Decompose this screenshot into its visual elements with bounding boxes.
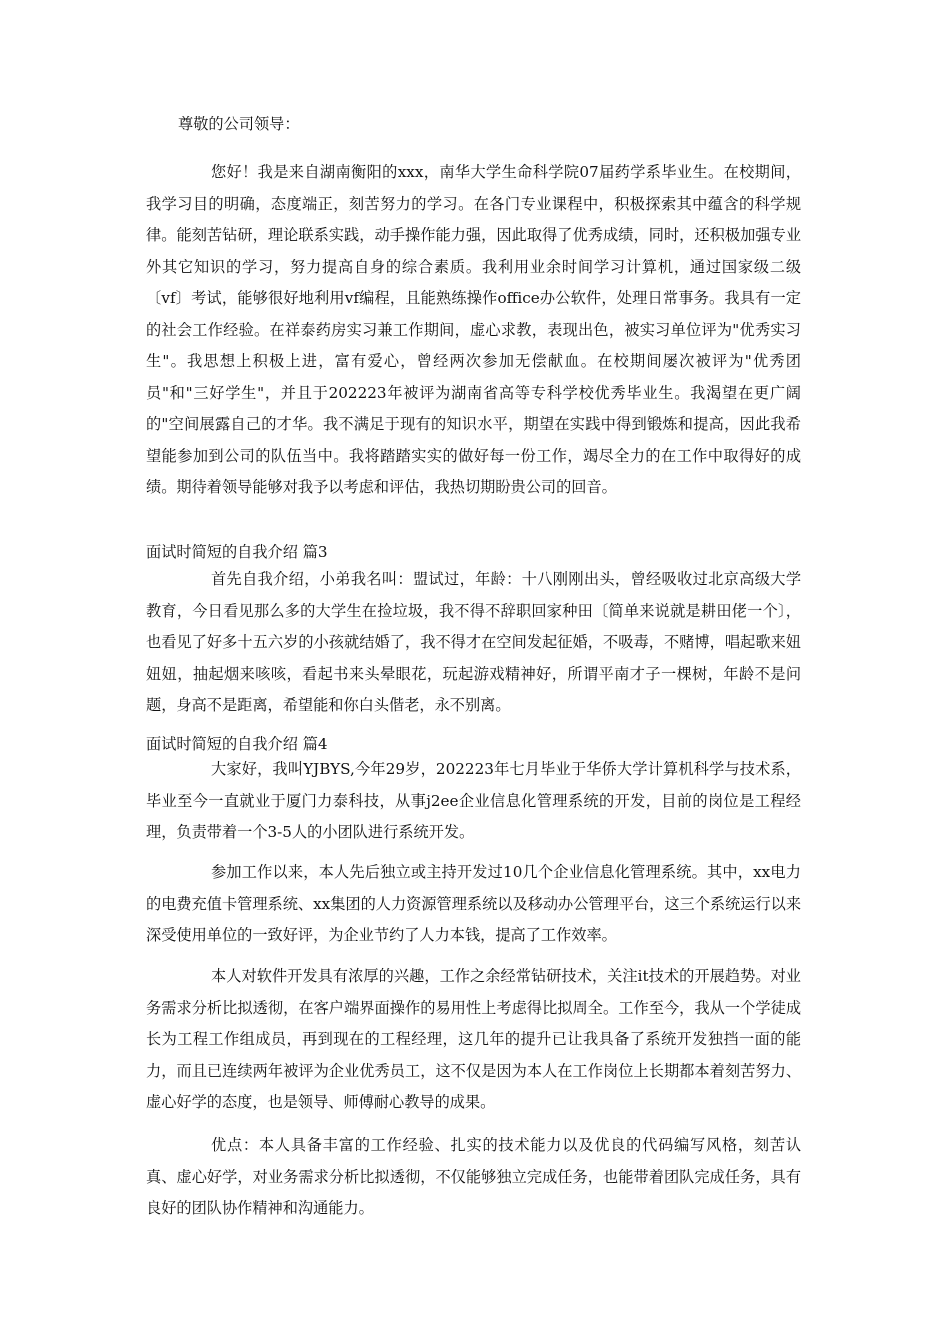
section-4-paragraph-3: 本人对软件开发具有浓厚的兴趣，工作之余经常钻研技术，关注it技术的开展趋势。对业务需求分析比拟透彻，在客户端界面操作的易用性上考虑得比拟周全。工作至今，我从一个学徒成长为工程工作组成员，再到现在的工程经理，这几年的提升已让我具备了系统开发独挡一面的能力，而且已连续两年被评为企业优秀员工，这不仅是因为本人在工作岗位上长期都本着刻苦努力、虚心好学的态度，也是领导、师傅耐心教导的成果。 — [146, 967, 801, 1111]
section-3-heading: 面试时简短的自我介绍 篇3 — [146, 543, 328, 561]
section-4-heading: 面试时简短的自我介绍 篇4 — [146, 735, 328, 753]
section-4-paragraph-1: 大家好，我叫YJBYS,今年29岁，202223年七月毕业于华侨大学计算机科学与技术系，毕业至今一直就业于厦门力泰科技，从事j2ee企业信息化管理系统的开发，目前的岗位是工程经理，负责带着一个3-5人的小团队进行系统开发。 — [146, 760, 801, 841]
section-4-paragraph-4: 优点：本人具备丰富的工作经验、扎实的技术能力以及优良的代码编写风格，刻苦认真、虚心好学，对业务需求分析比拟透彻，不仅能够独立完成任务，也能带着团队完成任务，具有良好的团队协作精神和沟通能力。 — [146, 1136, 801, 1217]
section-4-paragraph-2: 参加工作以来，本人先后独立或主持开发过10几个企业信息化管理系统。其中，xx电力的电费充值卡管理系统、xx集团的人力资源管理系统以及移动办公管理平台，这三个系统运行以来深受使用单位的一致好评，为企业节约了人力本钱，提高了工作效率。 — [146, 863, 802, 944]
letter-body: 您好！我是来自湖南衡阳的xxx，南华大学生命科学院07届药学系毕业生。在校期间，我学习目的明确，态度端正，刻苦努力的学习。在各门专业课程中，积极探索其中蕴含的科学规律。能刻苦钻研，理论联系实践，动手操作能力强，因此取得了优秀成绩，同时，还积极加强专业外其它知识的学习，努力提高自身的综合素质。我利用业余时间学习计算机，通过国家级二级〔vf〕考试，能够很好地利用vf编程，且能熟练操作office办公软件，处理日常事务。我具有一定的社会工作经验。在祥泰药房实习兼工作期间，虚心求教，表现出色，被实习单位评为"优秀实习生"。我思想上积极上进，富有爱心，曾经两次参加无偿献血。在校期间屡次被评为"优秀团员"和"三好学生"，并且于202223年被评为湖南省高等专科学校优秀毕业生。我渴望在更广阔的"空间展露自己的才华。我不满足于现有的知识水平，期望在实践中得到锻炼和提高，因此我希望能参加到公司的队伍当中。我将踏踏实实的做好每一份工作，竭尽全力的在工作中取得好的成绩。期待着领导能够对我予以考虑和评估，我热切期盼贵公司的回音。 — [146, 163, 801, 496]
letter-salutation: 尊敬的公司领导： — [178, 115, 300, 133]
section-3-body: 首先自我介绍，小弟我名叫：盟试过，年龄：十八刚刚出头，曾经吸收过北京高级大学教育，今日看见那么多的大学生在捡垃圾，我不得不辞职回家种田〔简单来说就是耕田佬一个〕，也看见了好多十五六岁的小孩就结婚了，我不得才在空间发起征婚，不吸毒，不赌博，唱起歌来妞妞妞，抽起烟来咳咳，看起书来头晕眼花，玩起游戏精神好，所谓平南才子一棵树，年龄不是问题，身高不是距离，希望能和你白头偕老，永不别离。 — [146, 570, 801, 714]
